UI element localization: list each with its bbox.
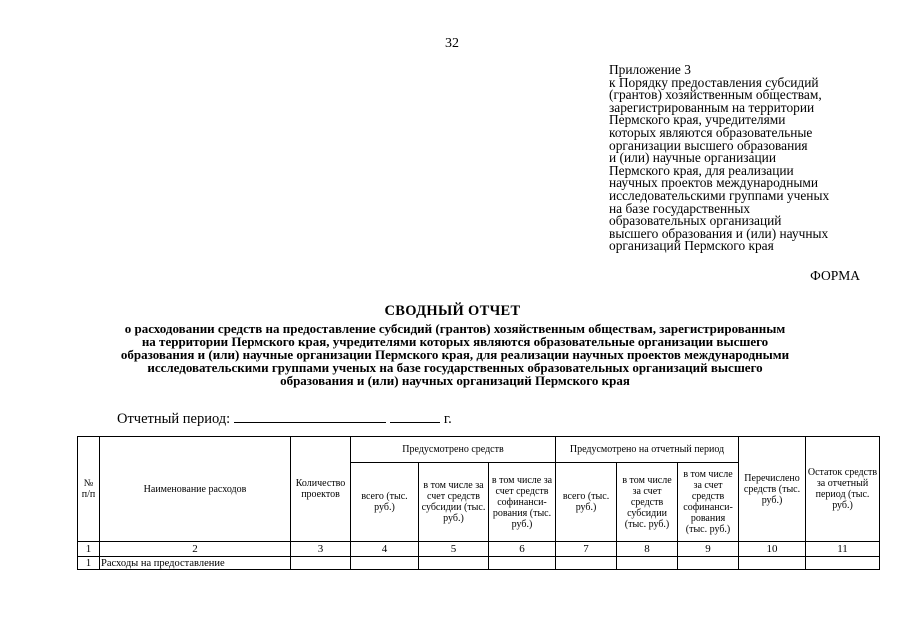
column-number: 4: [351, 542, 419, 557]
column-number: 10: [739, 542, 806, 557]
row-cell: [419, 557, 489, 570]
row-cell: [678, 557, 739, 570]
period-blank: [234, 410, 386, 423]
row-cell: [739, 557, 806, 570]
row-cell: [291, 557, 351, 570]
appendix-line: высшего образования и (или) научных: [609, 225, 829, 241]
column-number: 6: [489, 542, 556, 557]
column-number: 1: [78, 542, 100, 557]
column-number: 2: [100, 542, 291, 557]
header-period-subsidy: в том числе за счет средств субсидии (тыс. руб.): [617, 463, 678, 542]
header-remainder: Остаток средств за отчетный период (тыс. руб.): [806, 437, 880, 542]
header-planned-cofinance: в том числе за счет средств софинанси-рования (тыс. руб.): [489, 463, 556, 542]
row-cell: [556, 557, 617, 570]
appendix-line: и (или) научные организации: [609, 150, 776, 166]
appendix-line: к Порядку предоставления субсидий: [609, 74, 819, 90]
column-number: 11: [806, 542, 880, 557]
appendix-block: [609, 64, 879, 253]
year-suffix: г.: [443, 411, 452, 427]
appendix-line: на базе государственных: [609, 200, 751, 216]
header-name: Наименование расходов: [100, 437, 291, 542]
appendix-line: зарегистрированным на территории: [609, 99, 815, 115]
appendix-line: Пермского края, для реализации: [609, 162, 794, 178]
row-cell: [617, 557, 678, 570]
appendix-line: образовательных организаций: [609, 213, 782, 229]
header-period-group: Предусмотрено на отчетный период: [556, 437, 739, 463]
appendix-line: исследовательскими группами ученых: [609, 187, 830, 203]
subtitle-line: о расходовании средств на предоставление субсидий (грантов) хозяйственным обществам, зарегистрированным: [124, 321, 786, 336]
header-num: № п/п: [78, 437, 100, 542]
row-num: 1: [78, 557, 100, 570]
subtitle-line: образования и (или) научные организации Пермского края, для реализации научных проектов международными: [120, 347, 790, 362]
column-number: 3: [291, 542, 351, 557]
table-row: [78, 557, 880, 570]
document-subtitle: [60, 322, 850, 387]
column-number: 9: [678, 542, 739, 557]
appendix-line: организаций Пермского края: [609, 238, 774, 254]
year-blank: [390, 410, 440, 423]
header-planned-subsidy: в том числе за счет средств субсидии (тыс. руб.): [419, 463, 489, 542]
appendix-line: которых являются образовательные: [609, 124, 813, 140]
header-transferred: Перечислено средств (тыс. руб.): [739, 437, 806, 542]
page-number: 32: [445, 36, 459, 51]
period-label: Отчетный период:: [117, 411, 231, 427]
form-label: ФОРМА: [810, 268, 860, 283]
document-title: СВОДНЫЙ ОТЧЕТ: [384, 303, 521, 319]
appendix-line: (грантов) хозяйственным обществам,: [609, 87, 822, 103]
appendix-line: организации высшего образования: [609, 137, 808, 153]
appendix-line: Приложение 3: [609, 62, 691, 77]
row-name: Расходы на предоставление: [100, 557, 291, 570]
header-period-total: всего (тыс. руб.): [556, 463, 617, 542]
row-cell: [489, 557, 556, 570]
header-count: Количество проектов: [291, 437, 351, 542]
reporting-period: [117, 410, 452, 428]
subtitle-line: на территории Пермского края, учредителями которых являются образовательные организации высшего: [141, 334, 769, 349]
column-number: 5: [419, 542, 489, 557]
report-table: [77, 436, 880, 570]
header-planned-group: Предусмотрено средств: [351, 437, 556, 463]
appendix-line: научных проектов международными: [609, 175, 819, 191]
subtitle-line: образования и (или) научных организаций Пермского края: [280, 373, 630, 388]
column-number: 7: [556, 542, 617, 557]
appendix-line: Пермского края, учредителями: [609, 112, 786, 128]
column-number: 8: [617, 542, 678, 557]
row-cell: [351, 557, 419, 570]
row-cell: [806, 557, 880, 570]
subtitle-line: исследовательскими группами ученых на базе государственных образовательных организаций высшего: [147, 360, 763, 375]
header-planned-total: всего (тыс. руб.): [351, 463, 419, 542]
header-period-cofinance: в том числе за счет средств софинанси-рования (тыс. руб.): [678, 463, 739, 542]
